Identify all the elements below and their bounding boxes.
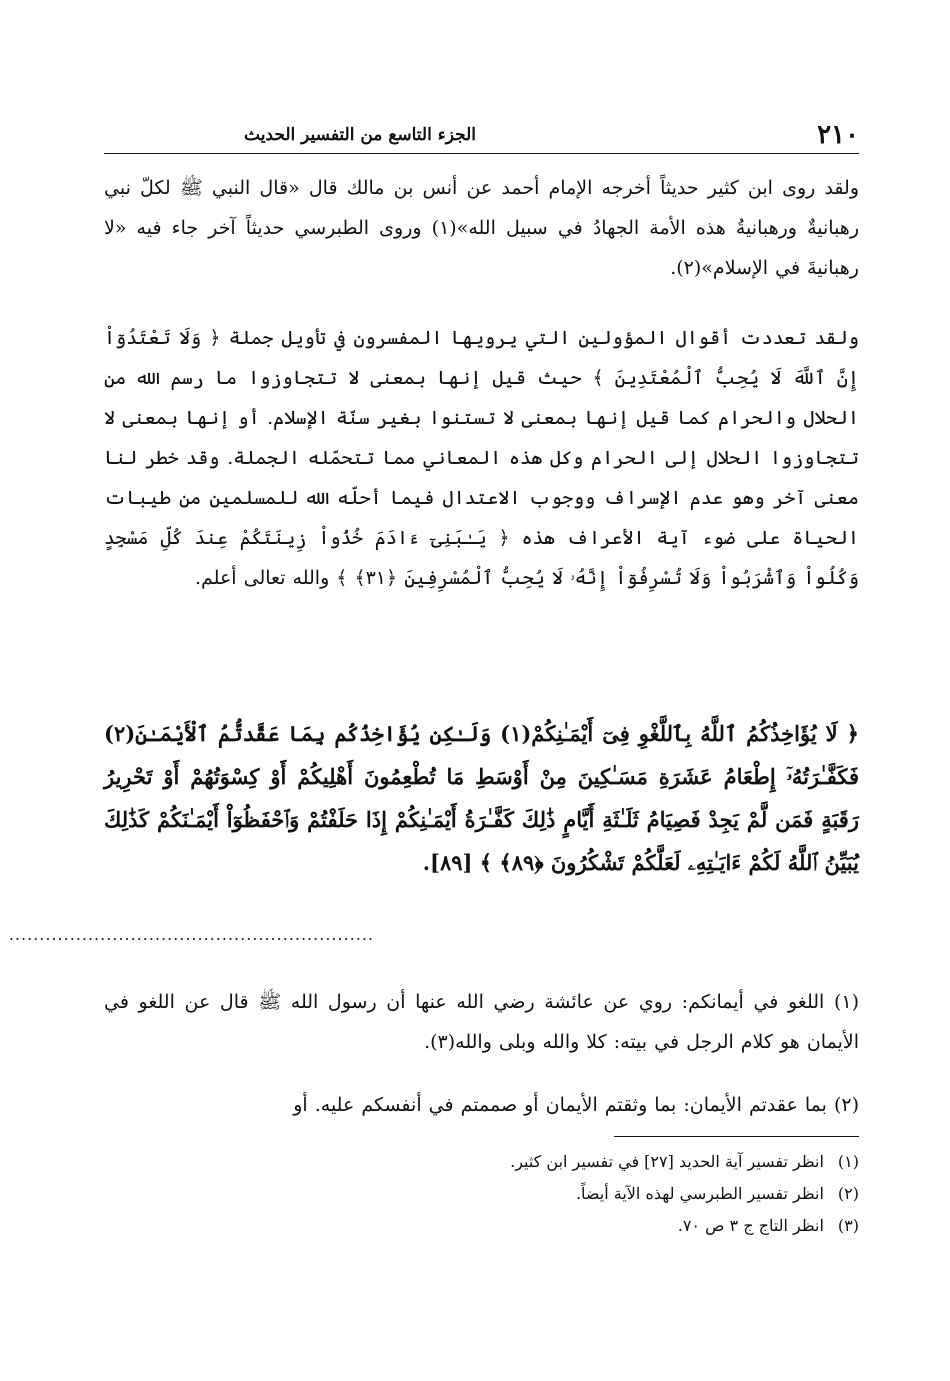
footnote-text: انظر تفسير الطبرسي لهذه الآية أيضاً. [575,1184,824,1203]
footnote-item [104,1178,859,1210]
page-number: ٢١٠ [817,120,859,150]
book-page [8,0,859,1381]
footnote-item [104,1146,859,1178]
quran-verse-89: ﴿ لَا يُؤَاخِذُكُمُ ٱللَّهُ بِٱللَّغْوِ فِىٓ أَيْمَـٰنِكُمْ(١) وَلَـٰكِن يُؤَاخِذُكُم بِمَا عَقَّدتُّمُ ٱلْأَيْمَـٰنَ(٢) فَكَفَّـٰرَتُهُۥٓ إِطْعَامُ عَشَرَةِ مَسَـٰكِينَ مِنْ أَوْسَطِ مَا تُطْعِمُونَ أَهْلِيكُمْ أَوْ كِسْوَتُهُمْ أَوْ تَحْرِيرُ رَقَبَةٍ فَمَن لَّمْ يَجِدْ فَصِيَامُ ثَلَـٰثَةِ أَيَّامٍ ذَٰلِكَ كَفَّـٰرَةُ أَيْمَـٰنِكُمْ إِذَا حَلَفْتُمْ وَٱحْفَظُوٓاْ أَيْمَـٰنَكُمْ كَذَٰلِكَ يُبَيِّنُ ٱللَّهُ لَكُمْ ءَايَـٰتِهِۦ لَعَلَّكُمْ تَشْكُرُونَ ﴿٨٩﴾ ﴾ [٨٩]. [104,721,859,875]
dotted-separator: ............................................................ [8,925,374,944]
explanatory-note-2: (٢) بما عقدتم الأيمان: بما وثقتم الأيمان أو صممتم في أنفسكم عليه. أو [293,1094,859,1116]
running-title: الجزء التاسع من التفسير الحديث [244,125,477,145]
footnotes-list [104,1146,859,1242]
header-rule [104,153,859,154]
footnote-marker: (١) [837,1152,859,1171]
footnote-item [104,1210,859,1242]
footnote-marker: (٣) [837,1216,859,1235]
footnote-text: انظر تفسير آية الحديد [٢٧] في تفسير ابن كثير. [510,1152,824,1171]
footnote-rule [614,1136,859,1137]
footnote-text: انظر التاج ج ٣ ص ٧٠. [677,1216,824,1235]
explanatory-note-1: (١) اللغو في أيمانكم: روي عن عائشة رضي الله عنها أن رسول الله ﷺ قال عن اللغو في الأيمان هو كلام الرجل في بيته: كلا والله وبلى والله(٣). [104,991,859,1053]
paragraph-interpretations: ولقد تعددت أقوال المؤولين التي يرويها المفسرون في تأويل جملة ﴿ وَلَا تَعْتَدُوٓاْ إِنَّ ٱللَّهَ لَا يُحِبُّ ٱلْمُعْتَدِينَ ﴾ حيث قيل إنها بمعنى لا تتجاوزوا ما رسم الله من الحلال والحرام كما قيل إنها بمعنى لا تستنوا بغير سنّة الإسلام. أو إنها بمعنى لا تتجاوزوا الحلال إلى الحرام وكل هذه المعاني مما تتحمّله الجملة. وقد خطر لنا معنى آخر وهو عدم الإسراف ووجوب الاعتدال فيما أحلّه الله للمسلمين من طيبات الحياة على ضوء آية الأعراف هذه ﴿ يَـٰبَنِىٓ ءَادَمَ خُذُواْ زِينَتَكُمْ عِندَ كُلِّ مَسْجِدٍ وَكُلُواْ وَٱشْرَبُواْ وَلَا تُسْرِفُوٓاْ إِنَّهُۥ لَا يُحِبُّ ٱلْمُسْرِفِينَ ﴿٣١﴾ ﴾ والله تعالى أعلم. [104,327,859,589]
page-header [104,118,859,152]
paragraph-hadith: ولقد روى ابن كثير حديثاً أخرجه الإمام أحمد عن أنس بن مالك قال «قال النبي ﷺ لكلّ نبي رهبانيةٌ ورهبانيةُ هذه الأمة الجهادُ في سبيل الله»(١) وروى الطبرسي حديثاً آخر جاء فيه «لا رهبانيةَ في الإسلام»(٢). [104,177,859,279]
footnote-marker: (٢) [837,1184,859,1203]
